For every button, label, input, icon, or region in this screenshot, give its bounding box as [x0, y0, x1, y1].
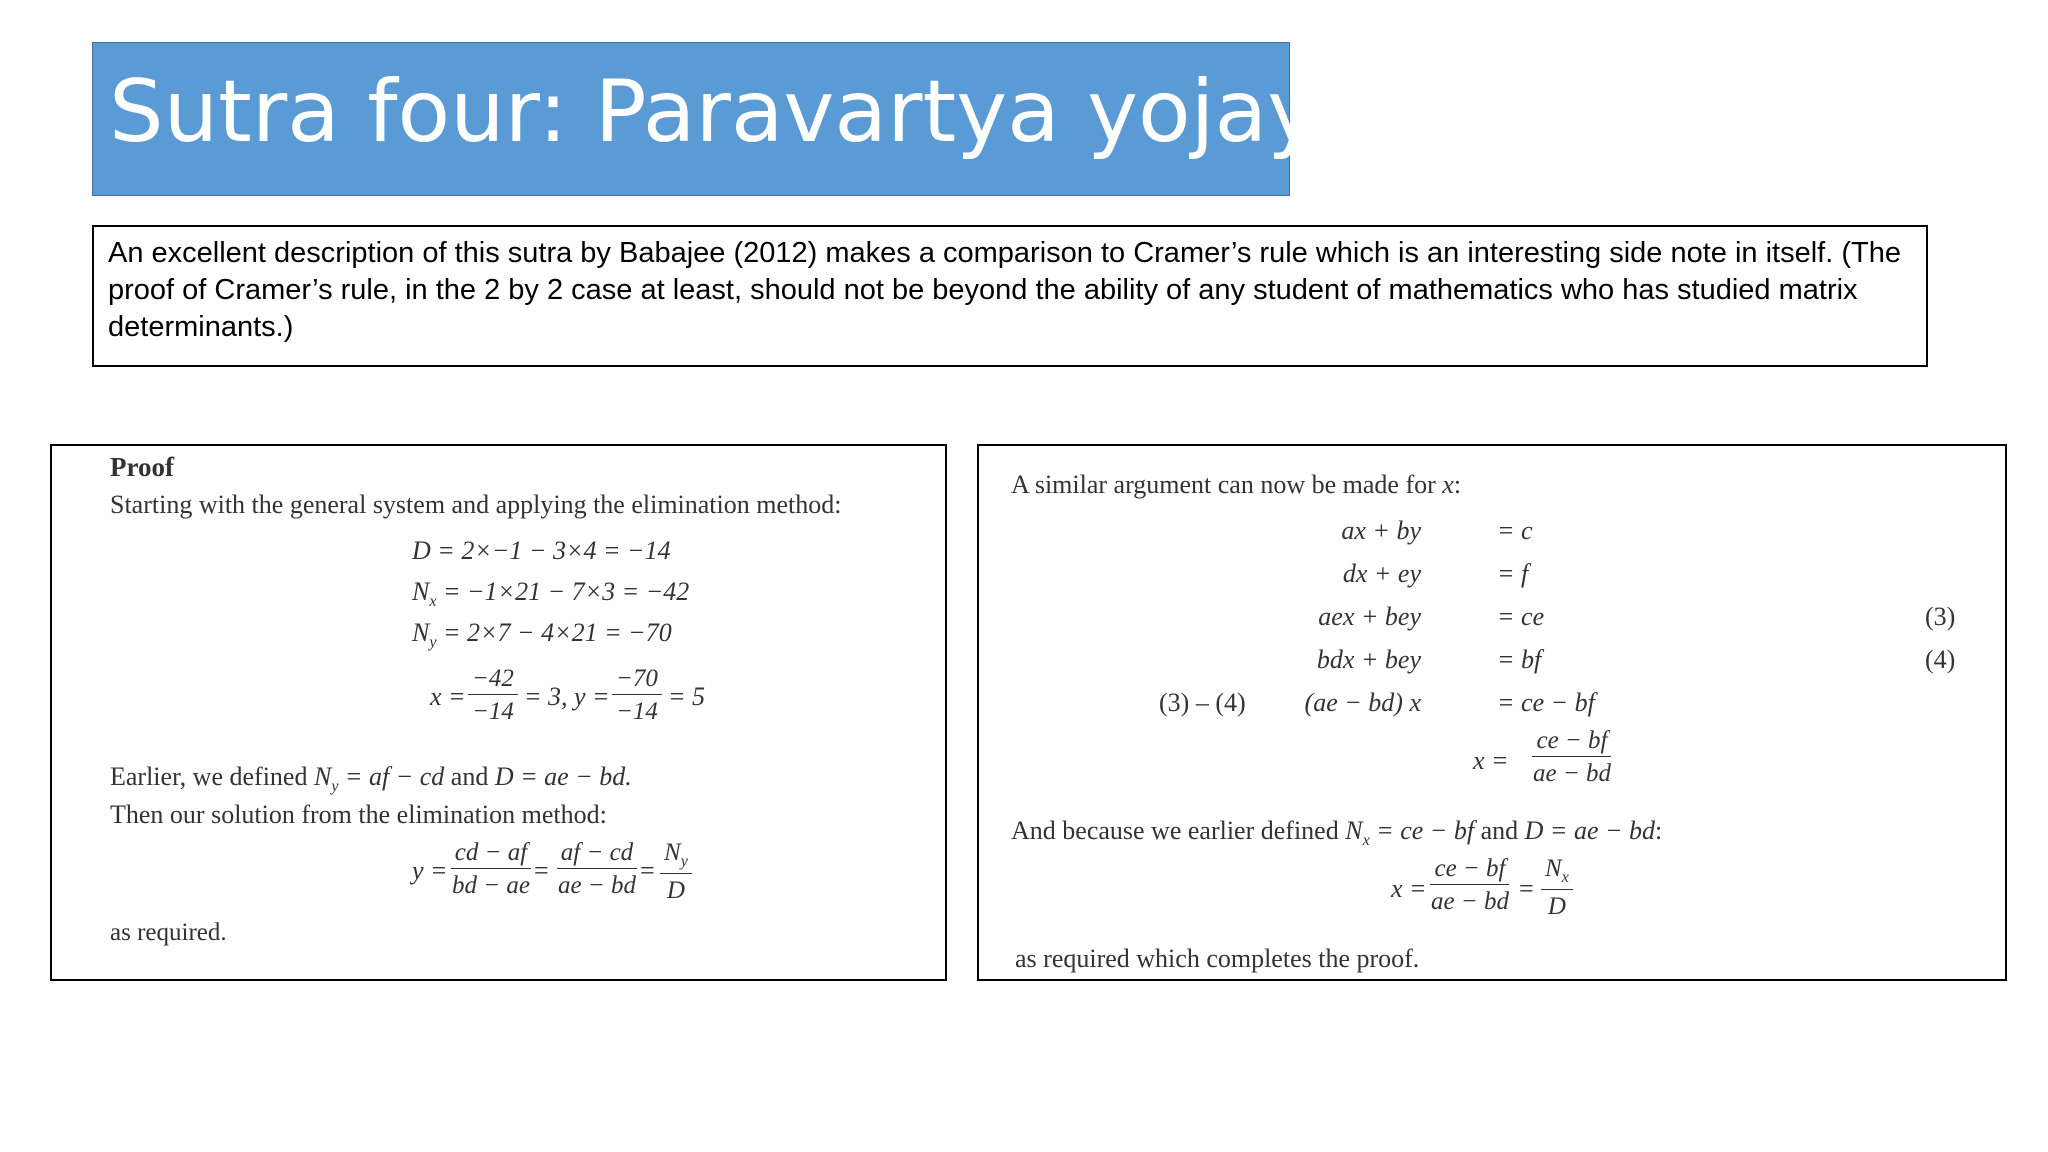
because-and: and: [1474, 816, 1525, 845]
x-eq-lhs: x =: [430, 682, 466, 711]
y-denominator: −14: [616, 698, 658, 725]
eq-row-3-rhs: = ce: [1497, 602, 1545, 631]
eq-row-6-num: ce − bf: [1532, 728, 1611, 757]
solution-fraction-1: [448, 840, 534, 898]
because-subscript: x: [1362, 832, 1370, 849]
solution-equals-2: =: [640, 856, 655, 885]
slide-title: Sutra four: Paravartya yojayet: [109, 62, 1405, 162]
eq-row-6-den: ae − bd: [1533, 760, 1611, 787]
similar-argument-line: [1011, 472, 1461, 498]
eq-ny-subscript: y: [429, 634, 437, 651]
eq-row-2-rhs: = f: [1497, 559, 1529, 588]
because-n: N: [1345, 816, 1363, 845]
proof-heading: Proof: [110, 452, 174, 482]
eq-tag-3: (3): [1925, 602, 1956, 631]
because-text: And because we earlier defined: [1011, 816, 1346, 845]
proof-panel-right: [977, 444, 2007, 981]
eq-row-2-lhs: dx + ey: [1342, 559, 1421, 588]
final-fraction-1-num: ce − bf: [1430, 856, 1509, 885]
because-nx-def: = ce − bf: [1369, 816, 1475, 845]
eq-row-6-fraction: [1529, 728, 1615, 786]
final-equals: =: [1519, 874, 1534, 903]
eq-row-1-lhs: ax + by: [1341, 516, 1421, 545]
x-denominator: −14: [472, 698, 514, 725]
final-lhs: x =: [1391, 874, 1427, 903]
because-d-def: D = ae − bd: [1524, 816, 1656, 845]
solution-fraction-3-den: D: [666, 877, 685, 904]
final-fraction-2-n: N: [1545, 855, 1562, 882]
earlier-text: Earlier, we defined: [110, 762, 314, 791]
eq-row-1-rhs: = c: [1497, 516, 1533, 545]
solution-lhs: y =: [412, 856, 448, 885]
eq-nx-subscript: x: [429, 593, 437, 610]
eq-row-5-label: (3) – (4): [1159, 688, 1246, 717]
earlier-and: and: [444, 762, 495, 791]
solution-equals-1: =: [534, 856, 549, 885]
earlier-n: N: [313, 762, 332, 791]
as-required: as required.: [110, 919, 227, 946]
title-banner: [92, 42, 1405, 196]
eq-d: D = 2×−1 − 3×4 = −14: [412, 536, 671, 565]
eq-row-3-lhs: aex + bey: [1318, 602, 1421, 631]
y-numerator: −70: [612, 666, 662, 695]
eq-nx: [412, 577, 689, 611]
eq-tag-4: (4): [1925, 645, 1956, 674]
earlier-ny-def: = af − cd: [338, 762, 445, 791]
because-colon: :: [1655, 816, 1663, 845]
eq-nx-value: = −1×21 − 7×3 = −42: [436, 577, 690, 606]
similar-colon: :: [1453, 470, 1462, 499]
eq-row-5-lhs: (ae − bd) x: [1304, 688, 1421, 717]
eq-ny: [412, 618, 672, 652]
earlier-line: [110, 764, 632, 795]
earlier-d-def: D = ae − bd.: [494, 762, 632, 791]
final-fraction-1: [1427, 856, 1513, 914]
eq-ny-value: = 2×7 − 4×21 = −70: [436, 618, 672, 647]
y-eq-lhs: y =: [574, 682, 610, 711]
final-fraction-1-den: ae − bd: [1431, 888, 1509, 915]
eq-ny-symbol: N: [412, 618, 430, 647]
eq-row-4-rhs: = bf: [1497, 645, 1542, 674]
earlier-subscript: y: [331, 778, 339, 795]
solution-fraction-3-sub: y: [680, 853, 688, 870]
solution-fraction-3-n: N: [664, 839, 681, 866]
solution-fraction-3: [660, 840, 692, 903]
x-eq-rhs: = 3,: [524, 682, 568, 711]
eq-row-4-lhs: bdx + bey: [1316, 645, 1421, 674]
x-numerator: −42: [468, 666, 518, 695]
solution-fraction-2-num: af − cd: [557, 840, 637, 869]
final-fraction-2-sub: x: [1561, 869, 1569, 886]
final-fraction-2-den: D: [1547, 893, 1566, 920]
because-line: [1011, 818, 1662, 849]
proof-intro-line: Starting with the general system and applying the elimination method:: [110, 490, 842, 519]
similar-text: A similar argument can now be made for: [1011, 470, 1443, 499]
similar-var: x: [1442, 470, 1454, 499]
eq-row-5-rhs: = ce − bf: [1497, 688, 1595, 717]
solution-fraction-2-den: ae − bd: [558, 872, 636, 899]
eq-row-6-lhs: x =: [1473, 746, 1509, 775]
y-eq-rhs: = 5: [668, 682, 706, 711]
final-fraction-2: [1541, 856, 1573, 919]
solution-fraction-2: [554, 840, 640, 898]
closing-line: as required which completes the proof.: [1015, 944, 1420, 973]
eq-nx-symbol: N: [412, 577, 430, 606]
y-fraction: [612, 666, 662, 724]
solution-fraction-1-num: cd − af: [451, 840, 531, 869]
solution-fraction-1-den: bd − ae: [452, 872, 530, 899]
x-fraction: [468, 666, 518, 724]
proof-panel-left: [50, 444, 947, 981]
then-line: Then our solution from the elimination method:: [110, 800, 607, 829]
intro-text-box: [92, 225, 1928, 367]
intro-text: An excellent description of this sutra by Babajee (2012) makes a comparison to Cramer’s rule which is an interesting side note in itself. (The proof of Cramer’s rule, in the 2 by 2 case at least, should not be beyond the ability of any student of mathematics who has studied matrix determinants.): [108, 237, 1901, 343]
